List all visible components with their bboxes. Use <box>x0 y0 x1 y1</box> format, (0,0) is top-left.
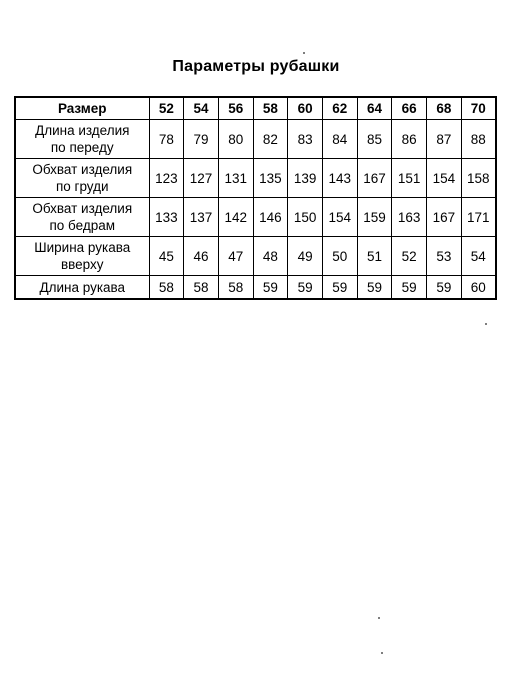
value-cell: 151 <box>392 159 427 198</box>
size-header-cell: 58 <box>253 97 288 120</box>
scan-speck <box>381 652 383 654</box>
value-cell: 48 <box>253 237 288 276</box>
value-cell: 154 <box>322 198 357 237</box>
row-label-line: вверху <box>60 257 104 272</box>
row-label-line: по бедрам <box>49 218 116 233</box>
row-label-cell <box>15 237 149 276</box>
value-cell: 139 <box>288 159 323 198</box>
size-header-cell: 56 <box>218 97 253 120</box>
scan-speck <box>378 617 380 619</box>
row-label-line: Длина рукава <box>39 279 126 295</box>
value-cell: 88 <box>461 120 496 159</box>
size-header-cell: 60 <box>288 97 323 120</box>
size-header-cell: 52 <box>149 97 184 120</box>
size-header-cell: 54 <box>184 97 219 120</box>
page-title: Параметры рубашки <box>172 58 340 75</box>
row-label-cell <box>15 198 149 237</box>
value-cell: 59 <box>253 276 288 300</box>
value-cell: 171 <box>461 198 496 237</box>
row-label-cell <box>15 276 149 300</box>
value-cell: 150 <box>288 198 323 237</box>
value-cell: 51 <box>357 237 392 276</box>
value-cell: 78 <box>149 120 184 159</box>
value-cell: 159 <box>357 198 392 237</box>
value-cell: 83 <box>288 120 323 159</box>
scan-speck <box>485 323 487 325</box>
value-cell: 137 <box>184 198 219 237</box>
value-cell: 143 <box>322 159 357 198</box>
value-cell: 80 <box>218 120 253 159</box>
value-cell: 158 <box>461 159 496 198</box>
table-row <box>15 159 496 198</box>
size-header-cell: 66 <box>392 97 427 120</box>
value-cell: 146 <box>253 198 288 237</box>
value-cell: 133 <box>149 198 184 237</box>
value-cell: 58 <box>184 276 219 300</box>
value-cell: 85 <box>357 120 392 159</box>
table-row <box>15 198 496 237</box>
value-cell: 53 <box>427 237 462 276</box>
value-cell: 52 <box>392 237 427 276</box>
value-cell: 79 <box>184 120 219 159</box>
size-header-cell: 68 <box>427 97 462 120</box>
value-cell: 46 <box>184 237 219 276</box>
value-cell: 167 <box>427 198 462 237</box>
value-cell: 59 <box>288 276 323 300</box>
row-label-cell <box>15 159 149 198</box>
value-cell: 142 <box>218 198 253 237</box>
value-cell: 49 <box>288 237 323 276</box>
value-cell: 82 <box>253 120 288 159</box>
value-cell: 135 <box>253 159 288 198</box>
size-header-cell: 62 <box>322 97 357 120</box>
value-cell: 59 <box>392 276 427 300</box>
value-cell: 84 <box>322 120 357 159</box>
value-cell: 59 <box>427 276 462 300</box>
size-header-cell: 64 <box>357 97 392 120</box>
value-cell: 59 <box>357 276 392 300</box>
value-cell: 45 <box>149 237 184 276</box>
row-label-line: по переду <box>50 140 114 155</box>
table-row <box>15 276 496 300</box>
row-label-line: Обхват изделия <box>32 162 133 177</box>
row-label-line: Ширина рукава <box>34 240 131 255</box>
header-label-cell: Размер <box>15 97 149 120</box>
size-chart-table <box>14 96 497 300</box>
row-label-line: Обхват изделия <box>32 201 133 216</box>
table-header-row <box>15 97 496 120</box>
row-label-line: по груди <box>55 179 109 194</box>
table-row <box>15 237 496 276</box>
value-cell: 163 <box>392 198 427 237</box>
value-cell: 50 <box>322 237 357 276</box>
row-label-cell <box>15 120 149 159</box>
value-cell: 127 <box>184 159 219 198</box>
value-cell: 131 <box>218 159 253 198</box>
scan-speck <box>303 52 305 54</box>
value-cell: 47 <box>218 237 253 276</box>
value-cell: 123 <box>149 159 184 198</box>
value-cell: 59 <box>322 276 357 300</box>
size-header-cell: 70 <box>461 97 496 120</box>
value-cell: 87 <box>427 120 462 159</box>
value-cell: 58 <box>218 276 253 300</box>
value-cell: 167 <box>357 159 392 198</box>
value-cell: 86 <box>392 120 427 159</box>
value-cell: 60 <box>461 276 496 300</box>
row-label-line: Длина изделия <box>35 123 130 138</box>
value-cell: 54 <box>461 237 496 276</box>
table-row <box>15 120 496 159</box>
value-cell: 154 <box>427 159 462 198</box>
value-cell: 58 <box>149 276 184 300</box>
